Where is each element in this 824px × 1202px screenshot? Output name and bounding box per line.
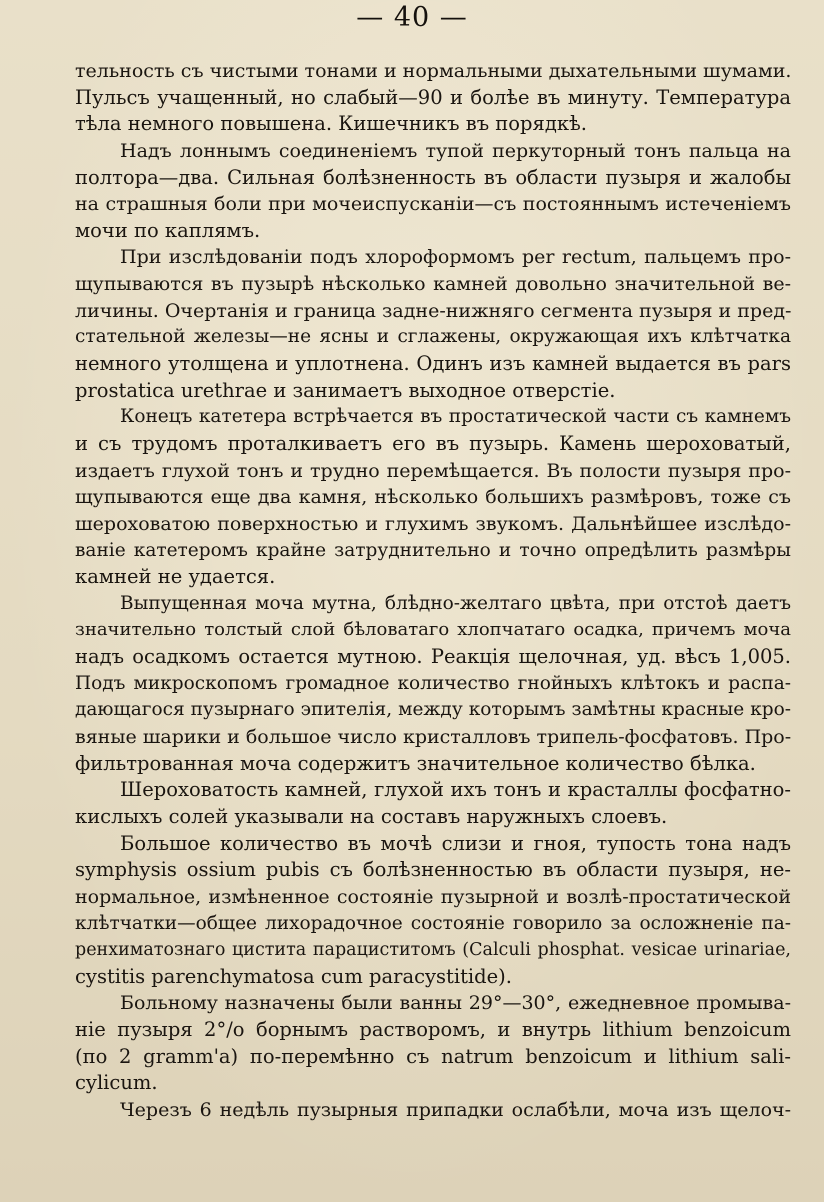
text-line: немного утолщена и уплотнена. Одинъ изъ камней выдается въ pars	[75, 352, 791, 376]
text-line: (по 2 gramm'а) по-перемѣнно съ natrum benzoicum и lithium sali-	[75, 1044, 791, 1068]
text-line: ренхиматознаго цистита парациститомъ (Calculi phosphat. vesicae urinariae,	[75, 940, 791, 961]
text-line: дающагося пузырнаго эпителія, между которымъ замѣтны красные кро-	[75, 699, 791, 721]
text-line: вяные шарики и большое число кристалловъ трипель-фосфатовъ. Про-	[75, 726, 791, 749]
text-line: Черезъ 6 недѣль пузырныя припадки ослабѣли, моча изъ щелоч-	[120, 1098, 791, 1121]
text-line: стательной железы—не ясны и сглажены, окружающая ихъ клѣтчатка	[75, 326, 791, 348]
text-body	[75, 58, 791, 1124]
text-line: тельность съ чистыми тонами и нормальными дыхательными шумами.	[75, 60, 791, 82]
text-line: cylicum.	[75, 1071, 158, 1095]
text-line: щупываются въ пузырѣ нѣсколько камней довольно значительной ве-	[75, 273, 791, 296]
text-line: фильтрованная моча содержитъ значительное количество бѣлка.	[75, 751, 756, 775]
text-line: шероховатою поверхностью и глухимъ звукомъ. Дальнѣйшее изслѣдо-	[75, 512, 791, 535]
text-line: Больному назначены были ванны 29°—30°, ежедневное промыва-	[120, 992, 791, 1015]
text-line: мочи по каплямъ.	[75, 218, 261, 242]
text-line: клѣтчатки—общее лихорадочное состояніе говорило за осложненіе па-	[75, 912, 791, 934]
text-line: Пульсъ учащенный, но слабый—90 и болѣе въ минуту. Температура	[75, 85, 791, 109]
text-line: кислыхъ солей указывали на составъ наружныхъ слоевъ.	[75, 804, 668, 828]
text-line: полтора—два. Сильная болѣзненность въ области пузыря и жалобы	[75, 165, 791, 189]
text-line: издаетъ глухой тонъ и трудно перемѣщается. Въ полости пузыря про-	[75, 459, 791, 482]
text-line: Выпущенная моча мутна, блѣдно-желтаго цвѣта, при отстоѣ даетъ	[120, 592, 791, 614]
text-line: Шероховатость камней, глухой ихъ тонъ и красталлы фосфатно-	[120, 778, 791, 802]
text-line: и съ трудомъ проталкиваетъ его въ пузырь. Камень шероховатый,	[75, 431, 791, 455]
text-line: prostatica urethrae и занимаетъ выходное отверстіе.	[75, 378, 616, 402]
text-line: камней не удается.	[75, 565, 276, 589]
text-line: Надъ лоннымъ соединеніемъ тупой перкуторный тонъ пальца на	[120, 139, 791, 162]
text-line: значительно толстый слой бѣловатаго хлопчатаго осадка, причемъ моча	[75, 619, 791, 641]
text-line: При изслѣдованіи подъ хлороформомъ per rectum, пальцемъ про-	[120, 246, 791, 269]
text-line: щупываются еще два камня, нѣсколько большихъ размѣровъ, тоже съ	[75, 486, 791, 509]
text-line: ніе пузыря 2°/o борнымъ растворомъ, и внутрь lithium benzoicum	[75, 1018, 791, 1042]
text-line: Подъ микроскопомъ громадное количество гнойныхъ клѣтокъ и распа-	[75, 672, 791, 694]
text-line: ваніе катетеромъ крайне затруднительно и точно опредѣлить размѣры	[75, 539, 791, 561]
text-line: на страшныя боли при мочеиспусканіи—съ постояннымъ истеченіемъ	[75, 193, 791, 216]
text-line: symphysis ossium pubis съ болѣзненностью въ области пузыря, не-	[75, 858, 791, 882]
text-line: Конецъ катетера встрѣчается въ простатической части съ камнемъ	[120, 406, 791, 428]
text-line: нормальное, измѣненное состояніе пузырной и возлѣ-простатической	[75, 885, 791, 908]
text-line: надъ осадкомъ остается мутною. Реакція щелочная, уд. вѣсъ 1,005.	[75, 645, 791, 669]
page-number: — 40 —	[356, 2, 468, 33]
text-line: Большое количество въ мочѣ слизи и гноя, тупость тона надъ	[120, 831, 791, 855]
text-line: личины. Очертанія и граница задне-нижняго сегмента пузыря и пред-	[75, 299, 791, 322]
text-line: cystitis parenchymatosa cum paracystitide).	[75, 964, 512, 988]
text-line: тѣла немного повышена. Кишечникъ въ порядкѣ.	[75, 112, 587, 136]
